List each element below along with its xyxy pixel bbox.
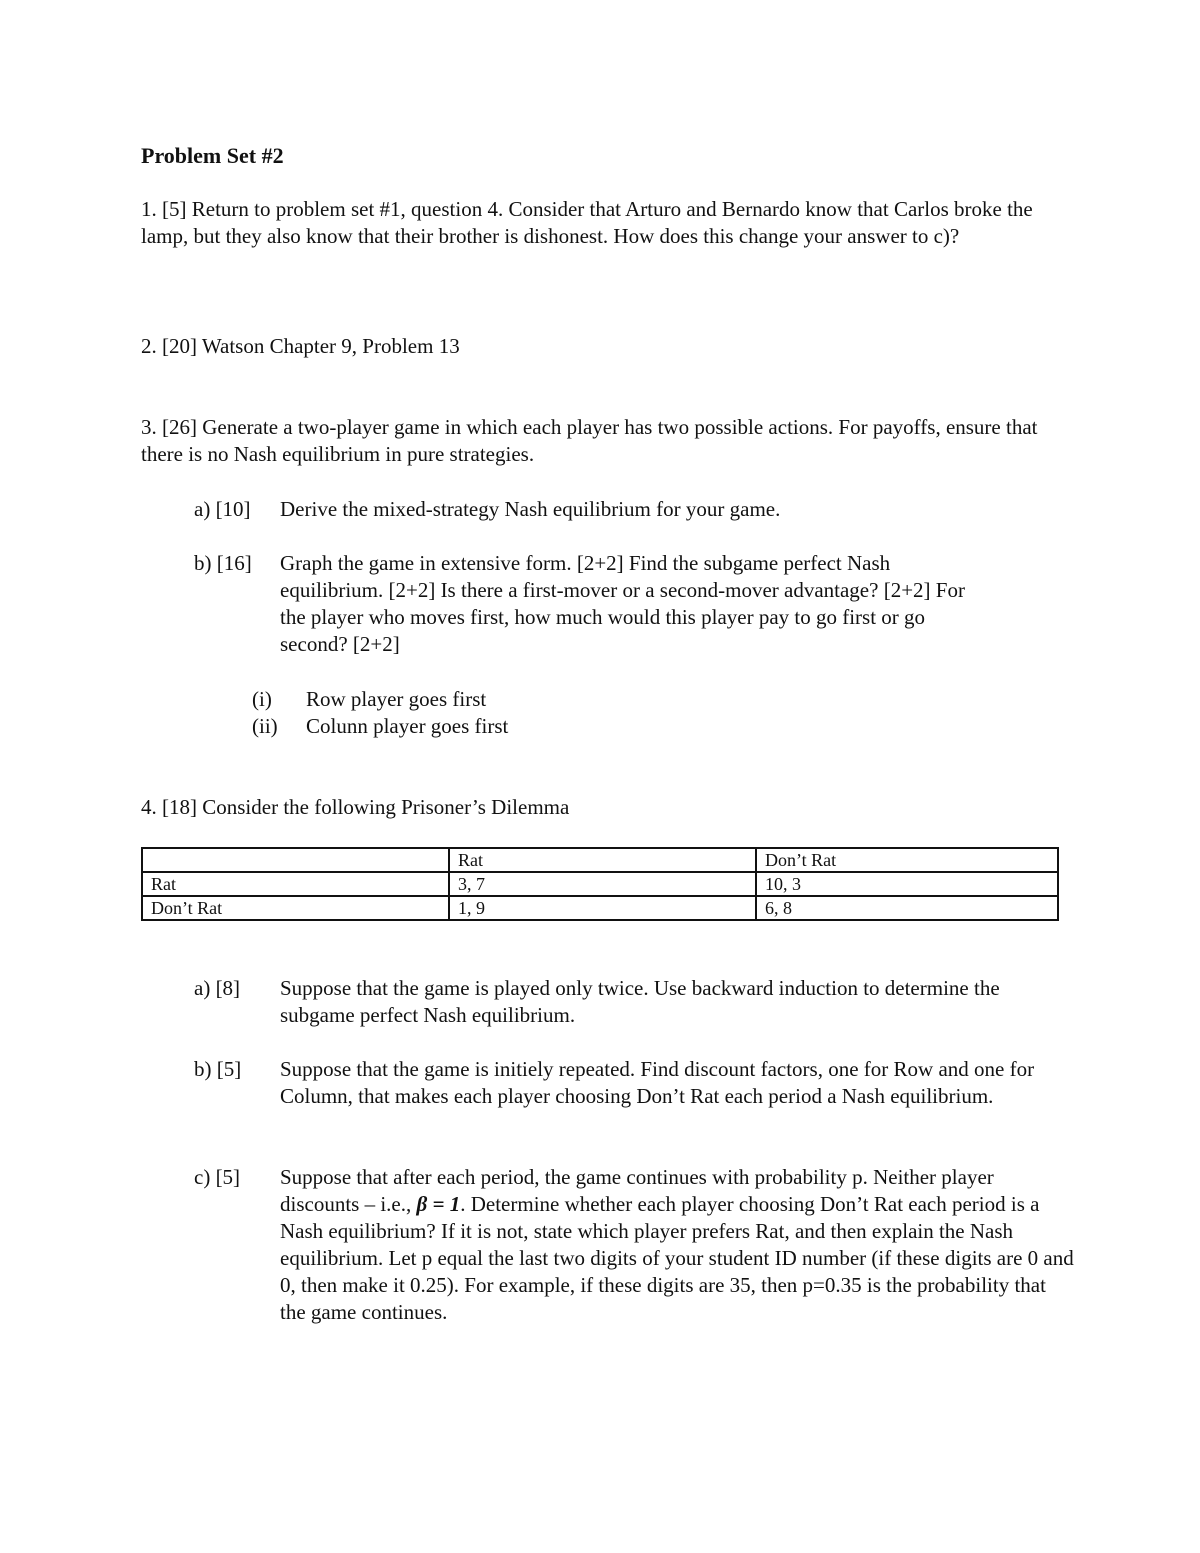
question-2: 2. [20] Watson Chapter 9, Problem 13	[141, 334, 460, 358]
table-row	[142, 872, 1058, 896]
question-4c	[194, 1164, 1074, 1326]
table-cell: 6, 8	[756, 896, 1058, 920]
table-cell: Rat	[449, 848, 756, 872]
question-3b-ii-label: (ii)	[252, 714, 278, 738]
table-cell: 3, 7	[449, 872, 756, 896]
question-3b-ii	[252, 713, 852, 740]
table-cell: Rat	[142, 872, 449, 896]
table-cell: 10, 3	[756, 872, 1058, 896]
question-3a-text: Derive the mixed-strategy Nash equilibrium for your game.	[280, 497, 781, 521]
question-4a-label: a) [8]	[194, 976, 241, 1000]
question-3b	[194, 550, 984, 658]
question-3: 3. [26] Generate a two-player game in which each player has two possible actions. For payoffs, ensure that there is no Nash equilibrium in pure strategies.	[141, 415, 1038, 466]
payoff-table	[141, 847, 1059, 921]
question-1: 1. [5] Return to problem set #1, question 4. Consider that Arturo and Bernardo know that Carlos broke the lamp, but they also know that their brother is dishonest. How does this change your answer to c)?	[141, 197, 1033, 248]
beta-equation: β = 1	[416, 1192, 461, 1216]
table-header-row	[142, 848, 1058, 872]
question-4a	[194, 975, 1074, 1029]
table-row	[142, 896, 1058, 920]
table-cell: 1, 9	[449, 896, 756, 920]
question-4c-text-after: . Determine whether each player choosing Don’t Rat each period is a Nash equilibrium? If it is not, state which player prefers Rat, and then explain the Nash equilibrium. Let p equal the last two digits of your student ID number (if these digits are 0 and 0, then make it 0.25). For example, if these digits are 35, then p=0.35 is the probability that the game continues.	[280, 1192, 1074, 1324]
question-3b-i	[252, 686, 852, 713]
table-cell: Don’t Rat	[756, 848, 1058, 872]
question-3b-i-label: (i)	[252, 687, 272, 711]
question-4c-text-before: Suppose that after each period, the game continues with probability p. Neither player discounts – i.e.,	[280, 1165, 994, 1216]
question-3a	[194, 496, 1074, 523]
page-title: Problem Set #2	[141, 143, 284, 168]
question-4c-text	[280, 1164, 1074, 1326]
question-4: 4. [18] Consider the following Prisoner’s Dilemma	[141, 795, 570, 819]
table-cell	[142, 848, 449, 872]
question-4c-label: c) [5]	[194, 1165, 241, 1189]
question-3b-ii-text: Colunn player goes first	[306, 714, 509, 738]
question-3b-text: Graph the game in extensive form. [2+2] Find the subgame perfect Nash equilibrium. [2+2] Is there a first-mover or a second-mover advantage? [2+2] For the player who moves first, how much would this player pay to go first or go second? [2+2]	[280, 551, 965, 656]
question-4b-text: Suppose that the game is initiely repeated. Find discount factors, one for Row and one for Column, that makes each player choosing Don’t Rat each period a Nash equilibrium.	[280, 1057, 1035, 1108]
question-4b	[194, 1056, 1074, 1110]
question-3b-label: b) [16]	[194, 551, 252, 575]
question-3a-label: a) [10]	[194, 497, 251, 521]
question-4a-text: Suppose that the game is played only twice. Use backward induction to determine the subgame perfect Nash equilibrium.	[280, 976, 1000, 1027]
question-3b-i-text: Row player goes first	[306, 687, 487, 711]
question-4b-label: b) [5]	[194, 1057, 242, 1081]
table-cell: Don’t Rat	[142, 896, 449, 920]
